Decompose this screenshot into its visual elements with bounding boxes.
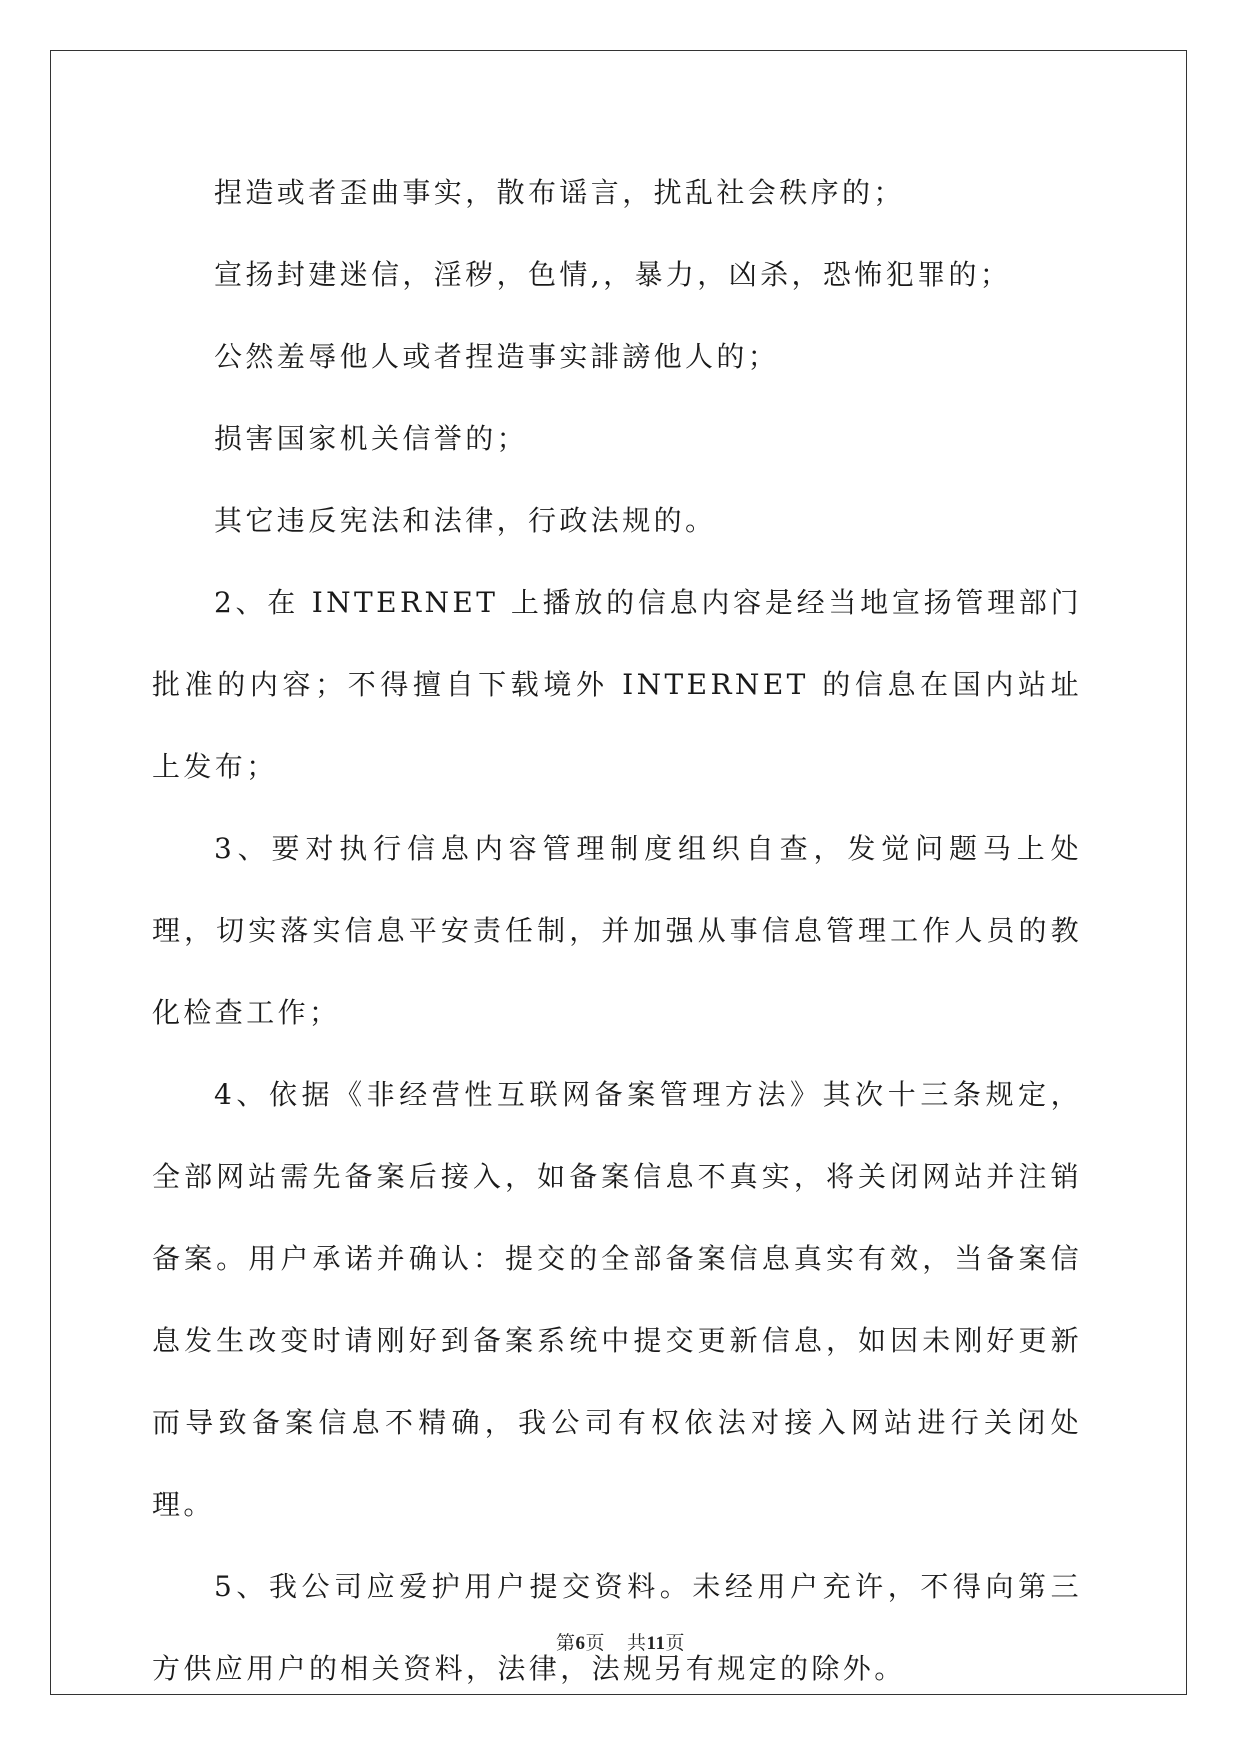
document-body — [152, 152, 1082, 1710]
page-number-current: 6 — [575, 1633, 586, 1654]
page-number-suffix: 页 — [585, 1632, 606, 1654]
page-total-prefix: 共 — [627, 1632, 647, 1654]
page-number-prefix: 第 — [555, 1632, 576, 1654]
page-number-total: 11 — [646, 1633, 666, 1654]
paragraph: 5、我公司应爱护用户提交资料。未经用户充许，不得向第三方供应用户的相关资料，法律，法规另有规定的除外。 — [152, 1570, 1082, 1685]
paragraph: 4、依据《非经营性互联网备案管理方法》其次十三条规定，全部网站需先备案后接入，如备案信息不真实，将关闭网站并注销备案。用户承诺并确认：提交的全部备案信息真实有效，当备案信息发生改变时请刚好到备案系统中提交更新信息，如因未刚好更新而导致备案信息不精确，我公司有权依法对接入网站进行关闭处理。 — [152, 1078, 1082, 1521]
paragraph: 2、在 INTERNET 上播放的信息内容是经当地宣扬管理部门批准的内容；不得擅自下载境外 INTERNET 的信息在国内站址上发布； — [152, 586, 1082, 783]
page-total-suffix: 页 — [665, 1632, 685, 1654]
paragraph: 宣扬封建迷信，淫秽，色情,，暴力，凶杀，恐怖犯罪的； — [214, 258, 1012, 291]
paragraph: 公然羞辱他人或者捏造事实誹謗他人的； — [214, 340, 780, 373]
paragraph: 捏造或者歪曲事实，散布谣言，扰乱社会秩序的； — [214, 176, 905, 209]
paragraph: 损害国家机关信誉的； — [214, 422, 529, 455]
paragraph: 3、要对执行信息内容管理制度组织自查，发觉问题马上处理，切实落实信息平安责任制，并加强从事信息管理工作人员的教化检查工作； — [152, 832, 1082, 1029]
paragraph: 其它违反宪法和法律，行政法规的。 — [214, 504, 717, 537]
page-footer — [0, 1628, 1241, 1655]
